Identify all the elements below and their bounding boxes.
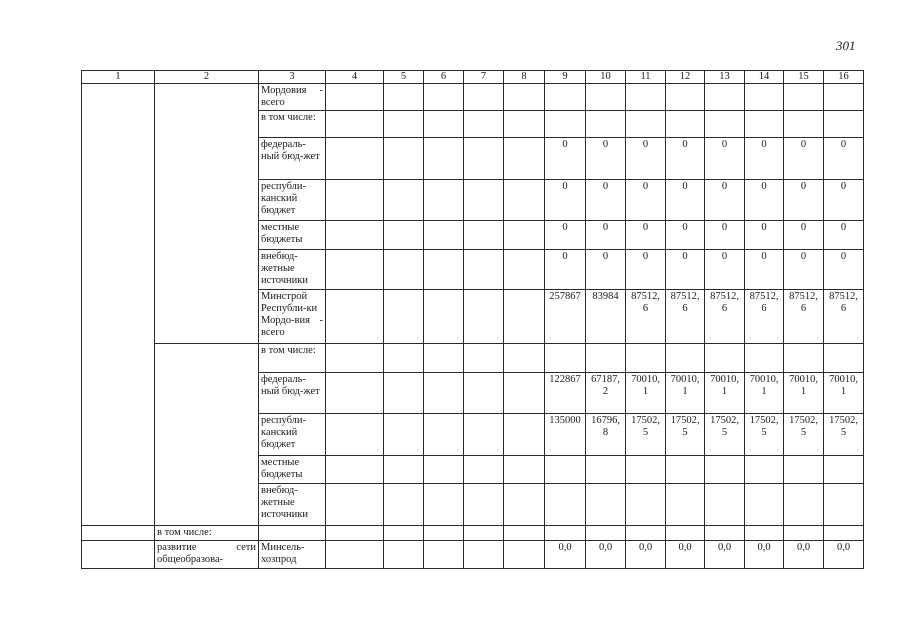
value-cell: 0 [626,180,666,221]
empty-cell [464,221,504,250]
value-cell [586,344,626,373]
column-number: 16 [824,71,864,84]
empty-cell [384,541,424,569]
value-cell [705,484,745,526]
empty-cell [384,456,424,484]
empty-cell [424,373,464,414]
value-cell [824,344,864,373]
value-cell: 70010, 1 [745,373,784,414]
row-label: местные бюджеты [259,221,326,250]
value-cell: 0 [824,180,864,221]
empty-cell [504,414,545,456]
column-number: 2 [155,71,259,84]
empty-cell [326,456,384,484]
empty-cell [326,344,384,373]
value-cell: 0 [705,180,745,221]
row-label: республи-канский бюджет [259,180,326,221]
column-number: 9 [545,71,586,84]
row-label: внебюд-жетные источники [259,250,326,290]
value-cell [824,484,864,526]
empty-cell [586,526,626,541]
budget-table [81,70,864,569]
value-cell [586,84,626,111]
empty-cell [504,111,545,138]
value-cell [626,84,666,111]
value-cell: 0 [626,138,666,180]
empty-cell [326,250,384,290]
value-cell: 0 [626,250,666,290]
value-cell: 0 [705,138,745,180]
empty-cell [464,290,504,344]
empty-cell [504,138,545,180]
empty-cell [666,526,705,541]
empty-cell [424,541,464,569]
subsection-label: в том числе: [155,526,259,541]
empty-cell [424,138,464,180]
cell-col1 [82,541,155,569]
empty-cell [384,526,424,541]
empty-cell [626,526,666,541]
row-label: Минстрой Республи-ки Мордо-вия - всего [259,290,326,344]
column-number: 10 [586,71,626,84]
cell-col1 [82,526,155,541]
row-label: внебюд-жетные источники [259,484,326,526]
empty-cell [464,138,504,180]
empty-cell [326,414,384,456]
column-number-row [82,71,864,84]
empty-cell [326,373,384,414]
value-cell [626,484,666,526]
empty-cell [424,221,464,250]
value-cell [745,344,784,373]
empty-cell [504,250,545,290]
empty-cell [824,526,864,541]
row-label: республи-канский бюджет [259,414,326,456]
value-cell: 0 [545,250,586,290]
value-cell: 67187, 2 [586,373,626,414]
table-row [82,541,864,569]
empty-cell [504,373,545,414]
row-label: Минсель-хозпрод [259,541,326,569]
empty-cell [464,373,504,414]
empty-cell [424,250,464,290]
value-cell [666,484,705,526]
value-cell: 0 [586,221,626,250]
empty-cell [464,456,504,484]
subsection-row [82,526,864,541]
value-cell: 0 [545,221,586,250]
empty-cell [384,221,424,250]
empty-cell [745,526,784,541]
empty-cell [784,526,824,541]
empty-cell [424,414,464,456]
value-cell [745,111,784,138]
value-cell: 0,0 [824,541,864,569]
value-cell [824,456,864,484]
empty-cell [259,526,326,541]
empty-cell [384,484,424,526]
table-row [82,344,864,373]
row-label: Мордовия - всего [259,84,326,111]
value-cell: 0 [824,250,864,290]
empty-cell [504,180,545,221]
value-cell: 87512, 6 [666,290,705,344]
value-cell [586,484,626,526]
empty-cell [326,541,384,569]
row-label: местные бюджеты [259,456,326,484]
empty-cell [424,180,464,221]
value-cell [545,111,586,138]
empty-cell [326,221,384,250]
value-cell: 17502, 5 [745,414,784,456]
column-number: 3 [259,71,326,84]
value-cell: 0 [666,221,705,250]
value-cell: 17502, 5 [824,414,864,456]
value-cell: 87512, 6 [705,290,745,344]
cell-col2 [155,344,259,526]
empty-cell [384,290,424,344]
empty-cell [424,526,464,541]
empty-cell [326,138,384,180]
empty-cell [464,414,504,456]
value-cell: 0 [545,138,586,180]
empty-cell [384,344,424,373]
empty-cell [424,456,464,484]
value-cell: 70010, 1 [824,373,864,414]
value-cell: 87512, 6 [745,290,784,344]
empty-cell [384,180,424,221]
value-cell: 0 [666,250,705,290]
value-cell: 17502, 5 [705,414,745,456]
value-cell: 0,0 [545,541,586,569]
empty-cell [326,526,384,541]
value-cell: 0 [666,180,705,221]
value-cell: 0 [666,138,705,180]
empty-cell [384,138,424,180]
value-cell [784,111,824,138]
empty-cell [384,414,424,456]
column-number: 1 [82,71,155,84]
empty-cell [464,111,504,138]
cell-col2 [155,84,259,344]
column-number: 4 [326,71,384,84]
row-label: в том числе: [259,111,326,138]
empty-cell [464,180,504,221]
empty-cell [326,290,384,344]
empty-cell [326,484,384,526]
page-number: 301 [836,38,856,53]
empty-cell [326,180,384,221]
row-label: в том числе: [259,344,326,373]
empty-cell [424,484,464,526]
value-cell: 17502, 5 [666,414,705,456]
column-number: 5 [384,71,424,84]
value-cell: 70010, 1 [626,373,666,414]
empty-cell [384,250,424,290]
empty-cell [705,526,745,541]
value-cell: 0,0 [666,541,705,569]
value-cell [586,111,626,138]
value-cell [545,456,586,484]
value-cell: 87512, 6 [784,290,824,344]
value-cell: 83984 [586,290,626,344]
empty-cell [504,84,545,111]
value-cell: 87512, 6 [824,290,864,344]
value-cell [784,84,824,111]
value-cell: 17502, 5 [626,414,666,456]
value-cell: 0 [626,221,666,250]
value-cell: 0,0 [705,541,745,569]
value-cell [745,456,784,484]
column-number: 14 [745,71,784,84]
empty-cell [464,526,504,541]
empty-cell [424,290,464,344]
value-cell: 17502, 5 [784,414,824,456]
column-number: 7 [464,71,504,84]
empty-cell [504,456,545,484]
empty-cell [504,290,545,344]
value-cell [626,456,666,484]
value-cell: 0 [545,180,586,221]
value-cell: 0 [824,138,864,180]
value-cell: 0 [784,138,824,180]
column-number: 11 [626,71,666,84]
value-cell: 70010, 1 [705,373,745,414]
empty-cell [464,250,504,290]
value-cell [824,111,864,138]
value-cell [666,456,705,484]
value-cell: 0 [745,250,784,290]
value-cell [784,484,824,526]
empty-cell [504,541,545,569]
value-cell: 0 [705,221,745,250]
value-cell [705,84,745,111]
empty-cell [464,541,504,569]
value-cell [705,456,745,484]
empty-cell [326,84,384,111]
empty-cell [504,484,545,526]
value-cell: 0 [824,221,864,250]
value-cell: 87512, 6 [626,290,666,344]
value-cell: 0,0 [784,541,824,569]
empty-cell [424,84,464,111]
value-cell [586,456,626,484]
column-number: 6 [424,71,464,84]
empty-cell [424,111,464,138]
empty-cell [545,526,586,541]
value-cell [545,484,586,526]
value-cell [626,111,666,138]
value-cell: 0 [586,250,626,290]
value-cell: 0 [745,138,784,180]
value-cell [745,484,784,526]
empty-cell [504,221,545,250]
empty-cell [504,526,545,541]
value-cell [626,344,666,373]
value-cell [705,111,745,138]
column-number: 12 [666,71,705,84]
value-cell: 0,0 [626,541,666,569]
value-cell: 16796, 8 [586,414,626,456]
value-cell: 0 [586,180,626,221]
value-cell [705,344,745,373]
row-label: федераль-ный бюд-жет [259,373,326,414]
value-cell: 0,0 [745,541,784,569]
empty-cell [384,373,424,414]
empty-cell [326,111,384,138]
empty-cell [384,111,424,138]
value-cell: 257867 [545,290,586,344]
value-cell [824,84,864,111]
value-cell: 0 [784,221,824,250]
value-cell [666,344,705,373]
value-cell: 0 [784,180,824,221]
value-cell [666,111,705,138]
empty-cell [424,344,464,373]
table-row [82,84,864,111]
column-number: 15 [784,71,824,84]
value-cell: 0,0 [586,541,626,569]
value-cell: 0 [745,180,784,221]
value-cell: 70010, 1 [666,373,705,414]
program-name: развитие сети общеобразова- [155,541,259,569]
value-cell: 122867 [545,373,586,414]
value-cell [745,84,784,111]
value-cell [545,84,586,111]
value-cell: 70010, 1 [784,373,824,414]
column-number: 13 [705,71,745,84]
empty-cell [464,344,504,373]
column-number: 8 [504,71,545,84]
cell-col1 [82,84,155,526]
value-cell: 0 [784,250,824,290]
value-cell [784,344,824,373]
value-cell [784,456,824,484]
empty-cell [504,344,545,373]
empty-cell [464,484,504,526]
row-label: федераль-ный бюд-жет [259,138,326,180]
value-cell: 0 [586,138,626,180]
empty-cell [464,84,504,111]
value-cell [545,344,586,373]
value-cell [666,84,705,111]
value-cell: 0 [745,221,784,250]
value-cell: 0 [705,250,745,290]
empty-cell [384,84,424,111]
value-cell: 135000 [545,414,586,456]
